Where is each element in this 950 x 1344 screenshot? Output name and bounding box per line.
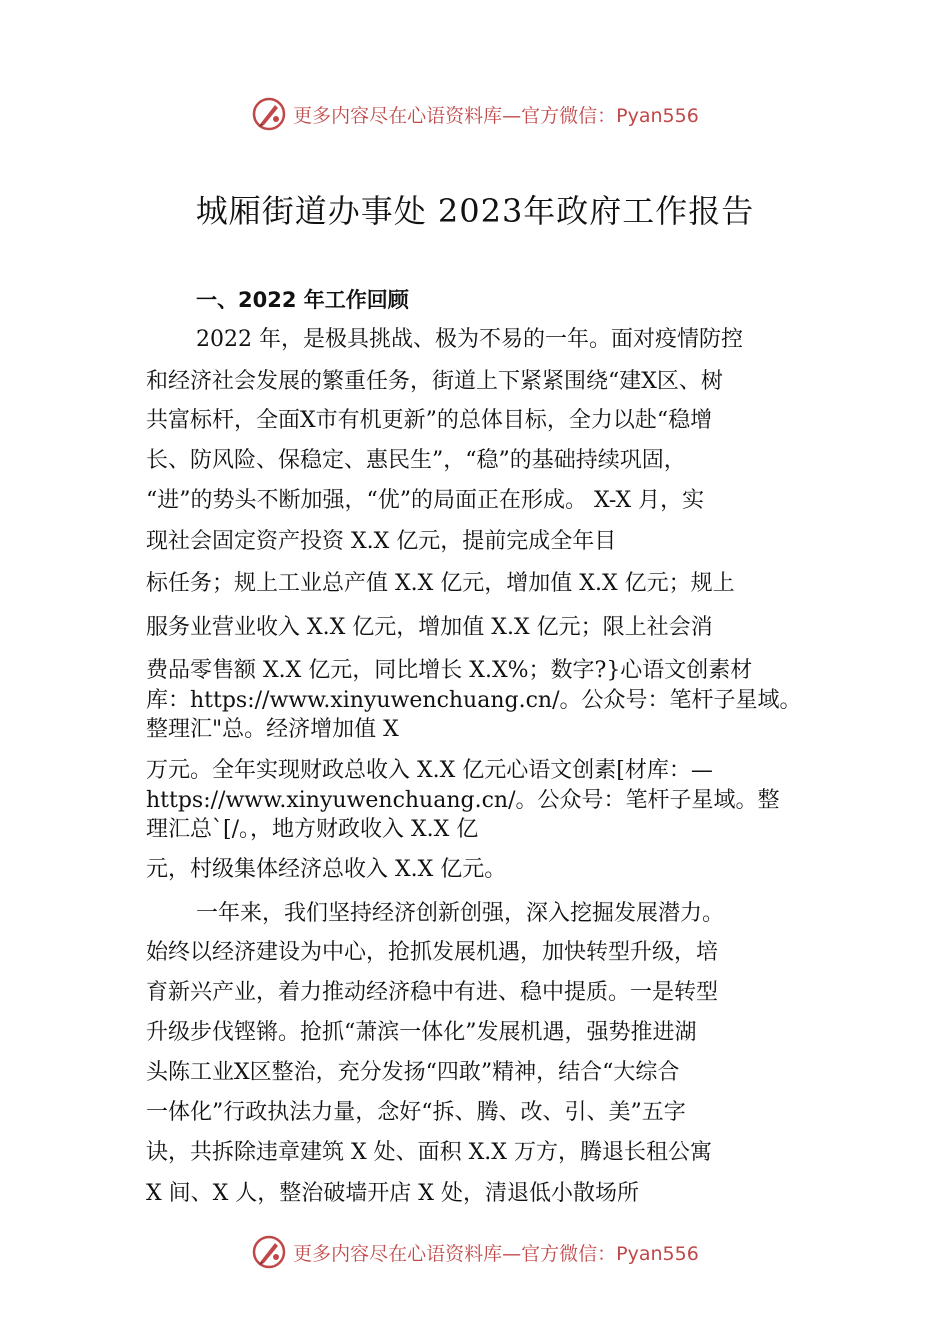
watermark-text: 更多内容尽在心语资料库—官方微信：Pyan556 [293,104,699,127]
body-line: 2022 年，是极具挑战、极为不易的一年。面对疫情防控 [196,327,743,352]
body-line: X 间、X 人，整治破墙开店 X 处，清退低小散场所 [146,1181,639,1206]
body-line: “进”的势头不断加强，“优”的局面正在形成。 X-X 月，实 [146,488,705,513]
quill-pen-logo-icon [251,96,287,132]
body-line: 费品零售额 X.X 亿元，同比增长 X.X%；数字?}心语文创素材 [146,658,753,683]
body-line: 诀，共拆除违章建筑 X 处、面积 X.X 万方，腾退长租公寓 [146,1140,712,1165]
body-line: 长、防风险、保稳定、惠民生”，“稳”的基础持续巩固， [146,448,686,473]
body-line: 服务业营业收入 X.X 亿元，增加值 X.X 亿元；限上社会消 [146,615,713,640]
body-line: 头陈工业X区整治，充分发扬“四敢”精神，结合“大综合 [146,1060,680,1085]
body-line: 一年来，我们坚持经济创新创强，深入挖掘发展潜力。 [196,901,725,926]
body-line: 升级步伐铿锵。抢抓“萧滨一体化”发展机遇，强势推进湖 [146,1020,697,1045]
body-line: 一体化”行政执法力量，念好“拆、腾、改、引、美”五字 [146,1100,686,1125]
body-line: 万元。全年实现财政总收入 X.X 亿元心语文创素[材库：— [146,758,713,783]
body-line: 标任务；规上工业总产值 X.X 亿元，增加值 X.X 亿元；规上 [146,571,735,596]
body-line: 元，村级集体经济总收入 X.X 亿元。 [146,857,507,882]
body-line: 共富标杆，全面X市有机更新”的总体目标，全力以赴“稳增 [146,408,713,433]
body-line: 始终以经济建设为中心，抢抓发展机遇，加快转型升级，培 [146,940,719,965]
section-heading: 一、2022 年工作回顾 [196,288,409,312]
body-line: https://www.xinyuwenchuang.cn/。公众号：笔杆子星域。整 [146,788,780,813]
body-line: 和经济社会发展的繁重任务，街道上下紧紧围绕“建X区、树 [146,369,723,394]
body-line: 理汇总`[/。，地方财政收入 X.X 亿 [146,817,479,842]
quill-pen-logo-icon [251,1234,287,1270]
body-line: 现社会固定资产投资 X.X 亿元，提前完成全年目 [146,529,617,554]
header-watermark-banner [0,94,950,134]
document-title: 城厢街道办事处 2023年政府工作报告 [195,192,755,230]
body-line: 育新兴产业，着力推动经济稳中有进、稳中提质。一是转型 [146,980,719,1005]
footer-watermark-banner [0,1232,950,1272]
watermark-text: 更多内容尽在心语资料库—官方微信：Pyan556 [293,1242,699,1265]
body-line: 库：https://www.xinyuwenchuang.cn/。公众号：笔杆子星域。 [146,688,802,713]
body-line: 整理汇"总。经济增加值 X [146,717,399,742]
